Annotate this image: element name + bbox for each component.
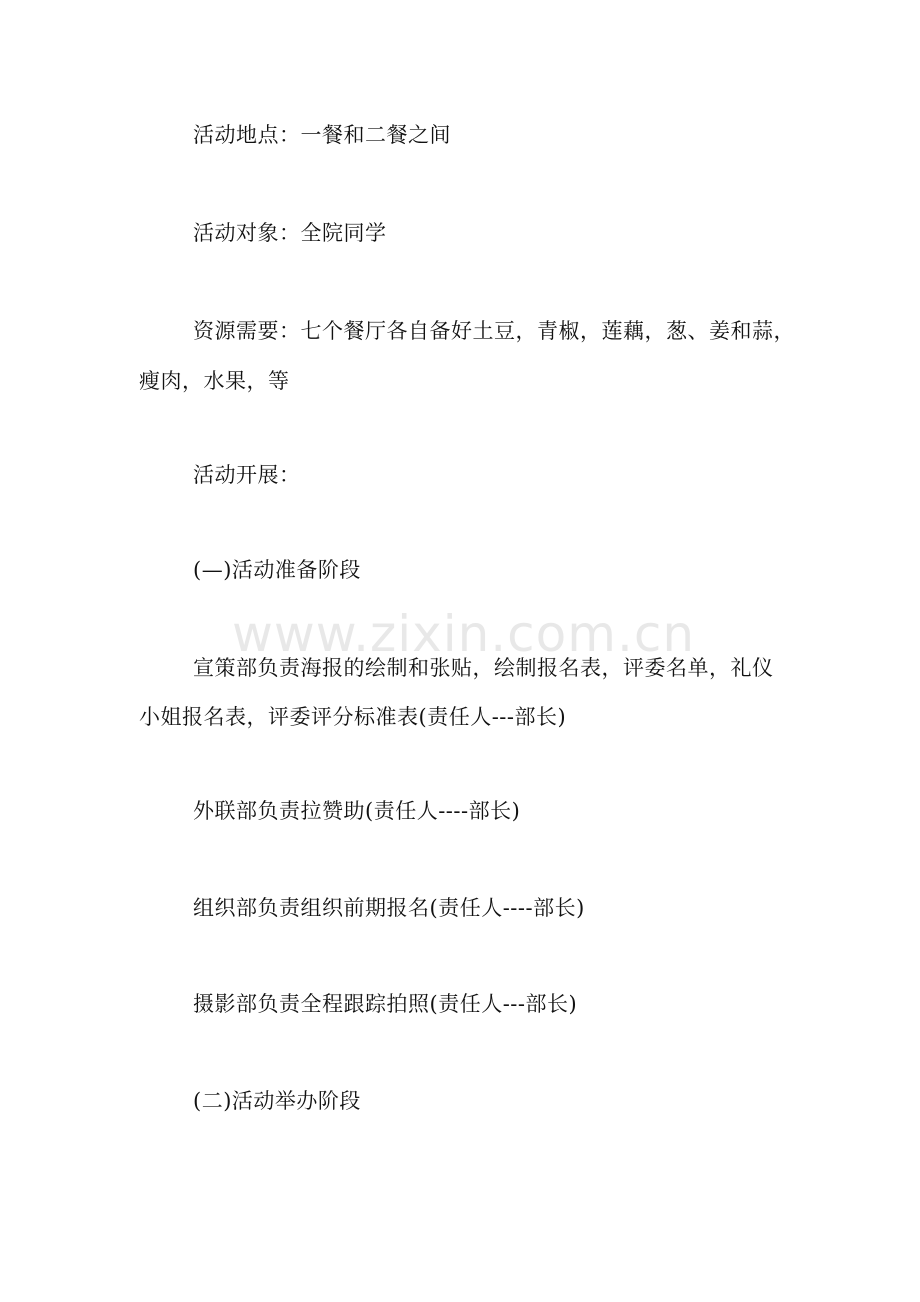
photography-duty: 摄影部负责全程跟踪拍照(责任人---部长): [193, 992, 578, 1016]
organization-duty: 组织部负责组织前期报名(责任人----部长): [193, 896, 585, 920]
liaison-duty: 外联部负责拉赞助(责任人----部长): [193, 799, 521, 823]
resources-line-1: 资源需要：七个餐厅各自备好土豆，青椒，莲藕，葱、姜和蒜，: [193, 319, 795, 343]
resources-line-2: 瘦肉，水果，等: [139, 369, 290, 393]
watermark: www.zixin.com.cn: [232, 605, 696, 663]
publicity-line-2: 小姐报名表，评委评分标准表(责任人---部长): [139, 705, 567, 729]
activity-location: 活动地点：一餐和二餐之间: [193, 123, 451, 147]
stage2-heading: (二)活动举办阶段: [193, 1089, 361, 1113]
stage1-heading: (—)活动准备阶段: [193, 558, 361, 582]
activity-heading: 活动开展：: [193, 463, 301, 487]
publicity-line-1: 宣策部负责海报的绘制和张贴，绘制报名表，评委名单，礼仪: [193, 656, 774, 680]
activity-audience: 活动对象：全院同学: [193, 221, 387, 245]
